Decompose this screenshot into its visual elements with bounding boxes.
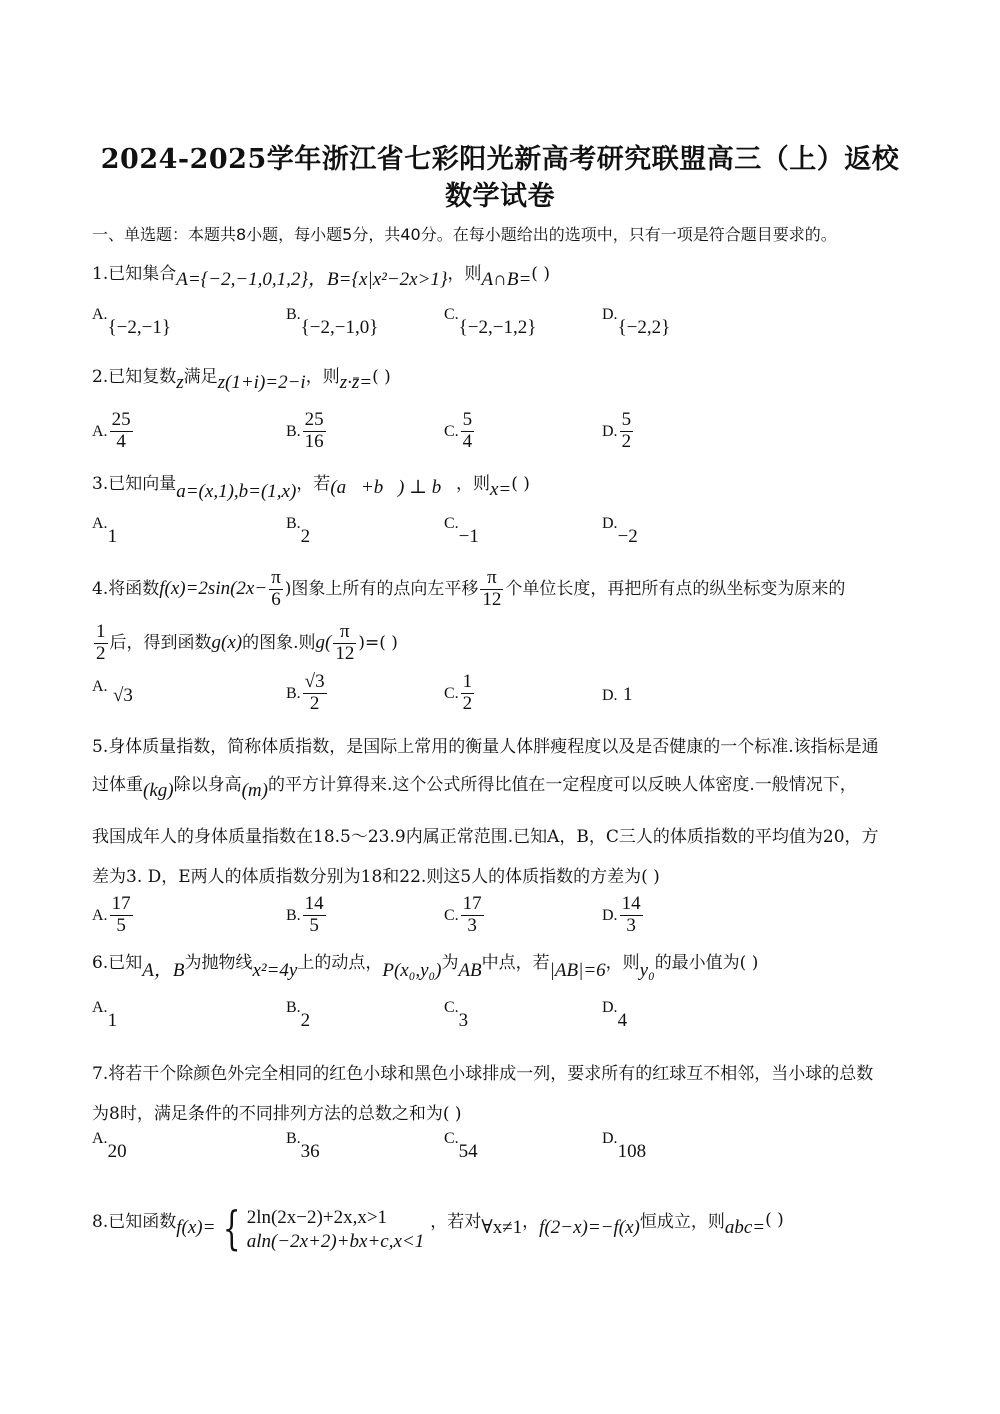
q1-option-a[interactable]: A.{−2,−1} (92, 306, 171, 338)
q7-option-c[interactable]: C.54 (444, 1130, 478, 1162)
q5-option-b[interactable]: B. $\frac{14}{5}$ (286, 893, 324, 936)
q2-option-b[interactable]: B. $\frac{25}{16}$ (286, 409, 324, 452)
section-header: 一、单选题：本题共8小题，每小题5分，共40分。在每小题给出的选项中，只有一项是符合题目要求的。 (92, 225, 837, 244)
q4-option-a[interactable]: A. √3 (92, 678, 133, 706)
q3-option-d[interactable]: D.−2 (602, 515, 638, 547)
q7-option-b[interactable]: B.36 (286, 1130, 320, 1162)
q1-option-c[interactable]: C.{−2,−1,2} (444, 306, 537, 338)
q6-option-a[interactable]: A.1 (92, 999, 118, 1031)
left-brace: { (223, 1200, 241, 1255)
q4-option-b[interactable]: B. $\frac{√3}{2}$ (286, 671, 325, 714)
question-7-line2: 为8时，满足条件的不同排列方法的总数之和为( ) (92, 1104, 462, 1124)
q2-option-a[interactable]: A. $\frac{25}{4}$ (92, 409, 131, 452)
q7-option-d[interactable]: D.108 (602, 1130, 647, 1162)
q1-option-b[interactable]: B.{−2,−1,0} (286, 306, 379, 338)
q4-option-d[interactable]: D. 1 (602, 684, 633, 705)
question-4-line1: 4.将函数f(x)=2sin(2x− $\frac{\pi}{6}$ )图象上所有的点向左平移 $\frac{\pi}{12}$ 个单位长度，再把所有点的纵坐标变为原来的 (92, 567, 846, 610)
q5-option-a[interactable]: A. $\frac{17}{5}$ (92, 893, 131, 936)
question-5-line3: 我国成年人的身体质量指数在18.5～23.9内属正常范围.已知A，B，C三人的体质指数的平均值为20，方 (92, 827, 879, 847)
q4-option-c[interactable]: C. $\frac{1}{2}$ (444, 671, 473, 714)
piecewise-case-2: aln(−2x+2)+bx+c,x<1 (246, 1230, 425, 1252)
q3-option-a[interactable]: A.1 (92, 515, 118, 547)
question-3-stem: 3.已知向量a=(x,1),b=(1,x)，若(a⃗+b⃗) ⊥ b⃗，则x=( ) (92, 474, 530, 502)
q7-option-a[interactable]: A.20 (92, 1130, 127, 1162)
q2-option-c[interactable]: C. $\frac{5}{4}$ (444, 409, 473, 452)
question-8-stem: 8.已知函数 f(x)= { 2ln(2x−2)+2x,x>1 aln(−2x+2)+bx+c,x<1 ，若对 ∀x≠1 ， f(2−x)=−f(x) 恒成立，则 abc= ( ) (92, 1196, 784, 1244)
question-5-line2: 过体重(kg)除以身高(m)的平方计算得来.这个公式所得比值在一定程度可以反映人体密度.一般情况下， (92, 775, 857, 801)
q2-option-d[interactable]: D. $\frac{5}{2}$ (602, 409, 632, 452)
question-7-line1: 7.将若干个除颜色外完全相同的红色小球和黑色小球排成一列，要求所有的红球互不相邻，当小球的总数 (92, 1064, 874, 1084)
q1-option-d[interactable]: D.{−2,2} (602, 306, 671, 338)
piecewise-case-1: 2ln(2x−2)+2x,x>1 (246, 1207, 388, 1228)
q5-option-d[interactable]: D. $\frac{14}{3}$ (602, 893, 641, 936)
q3-option-c[interactable]: C.−1 (444, 515, 479, 547)
question-4-line2: $\frac{1}{2}$ 后，得到函数g(x)的图象.则g( $\frac{\pi}{12}$ )=( ) (96, 621, 398, 664)
q5-option-c[interactable]: C. $\frac{17}{3}$ (444, 893, 482, 936)
q6-option-d[interactable]: D.4 (602, 999, 628, 1031)
question-1-stem: 1.已知集合A={−2,−1,0,1,2}，B={x|x²−2x>1}，则A∩B=( ) (92, 264, 550, 290)
question-2-stem: 2.已知复数z满足z(1+i)=2−i，则z·z̄=( ) (92, 367, 391, 393)
q6-option-b[interactable]: B.2 (286, 999, 311, 1031)
question-5-line1: 5.身体质量指数，简称体质指数，是国际上常用的衡量人体胖瘦程度以及是否健康的一个标准.该指标是通 (92, 737, 879, 757)
q3-option-b[interactable]: B.2 (286, 515, 311, 547)
exam-title-line1: 2024-2025学年浙江省七彩阳光新高考研究联盟高三（上）返校 (100, 144, 900, 175)
question-5-line4: 差为3. D，E两人的体质指数分别为18和22.则这5人的体质指数的方差为( ) (92, 867, 660, 887)
exam-title-line2: 数学试卷 (445, 181, 555, 212)
piecewise-function (217, 1196, 425, 1255)
question-6-stem: 6.已知A，B为抛物线x²=4y上的动点，P(x₀,y₀)为AB中点，若|AB|=6，则y₀的最小值为( ) (92, 953, 759, 981)
q6-option-c[interactable]: C.3 (444, 999, 469, 1031)
